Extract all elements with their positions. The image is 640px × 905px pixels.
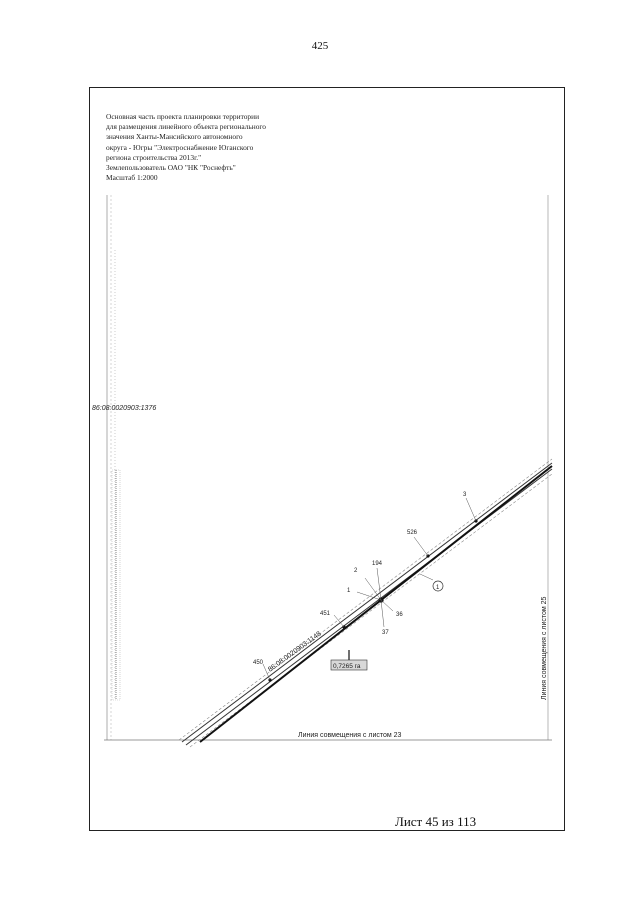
header-block	[106, 112, 266, 183]
match-line-right-label: Линия совмещения с листом 25	[541, 596, 548, 700]
point-label-194: 194	[372, 561, 383, 567]
page-number: 425	[311, 40, 329, 52]
sheet-counter: Лист 45 из 113	[395, 814, 477, 829]
parcel-label-line: 86:08:0020903:1148	[267, 630, 323, 674]
header-line: для размещения линейного объекта регионального	[106, 122, 266, 132]
scale-label: Масштаб 1:2000	[106, 173, 158, 183]
header-line: Землепользователь ОАО "НК "Роснефть"	[106, 163, 236, 173]
parcel-label-left: 86:08:0020903:1376	[92, 405, 157, 412]
point-label-450: 450	[253, 660, 264, 666]
circled-point-label: 1	[436, 585, 440, 591]
header-line: Основная часть проекта планировки территории	[106, 112, 260, 121]
point-label-1: 1	[347, 588, 351, 594]
point-label-526: 526	[407, 530, 418, 536]
header-line: значения Ханты-Мансийского автономного	[106, 132, 243, 142]
map-sheet-frame	[89, 87, 565, 831]
area-label: 0,7265 га	[333, 663, 361, 670]
point-label-451: 451	[320, 611, 331, 617]
match-line-bottom-label: Линия совмещения с листом 23	[298, 732, 402, 739]
point-label-2: 2	[354, 568, 358, 574]
header-line: региона строительства 2013г."	[106, 152, 202, 162]
header-line: округа - Югры "Электроснабжение Юганского	[106, 142, 254, 152]
point-label-3: 3	[463, 492, 467, 498]
point-label-36: 36	[396, 612, 403, 618]
point-label-37: 37	[382, 630, 389, 636]
